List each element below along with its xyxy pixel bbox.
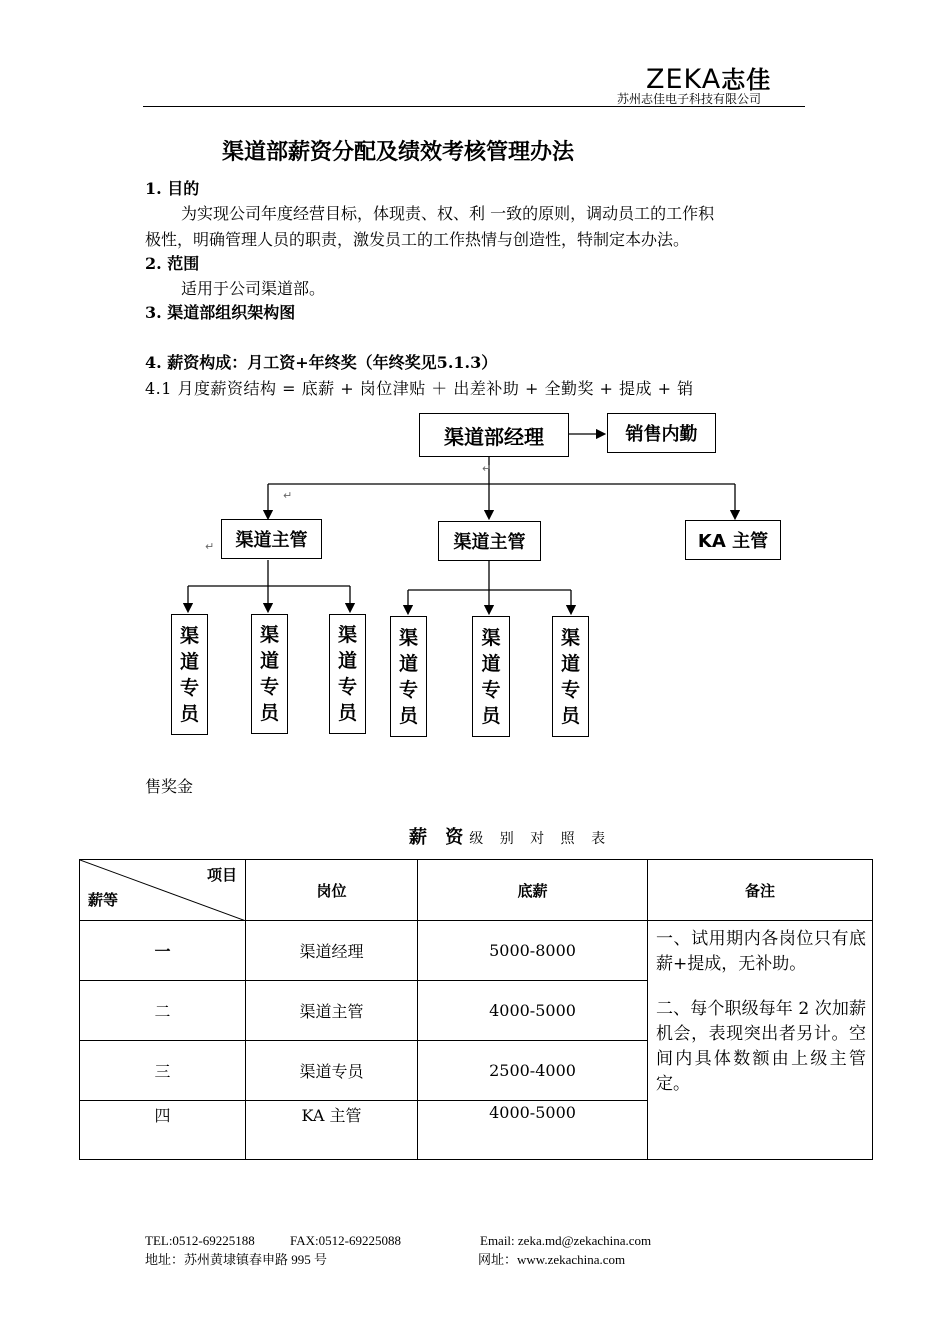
base-salary-cell: 2500-4000 — [418, 1041, 648, 1101]
section-1-line-2: 极性，明确管理人员的职责，激发员工的工作热情与创造性，特制定本办法。 — [145, 230, 690, 249]
org-label-supervisor-1: 渠道主管 — [235, 530, 308, 551]
specialist-char: 员 — [179, 702, 199, 725]
specialist-char: 渠 — [259, 624, 279, 646]
specialist-char: 道 — [259, 650, 279, 672]
level-cell: 四 — [80, 1101, 246, 1160]
table-header-base-salary: 底薪 — [418, 860, 648, 921]
paragraph-mark: ↵ — [283, 489, 293, 502]
section-4-heading: 4. 薪资构成：月工资+年终奖（年终奖见5.1.3） — [145, 353, 498, 372]
salary-table — [79, 859, 873, 1160]
specialist-char: 道 — [337, 650, 357, 672]
salary-table-title — [409, 823, 611, 849]
level-cell: 二 — [80, 981, 246, 1041]
position-cell: 渠道经理 — [246, 921, 418, 981]
specialist-char: 员 — [560, 704, 580, 727]
specialist-char: 渠 — [481, 626, 501, 649]
specialist-char: 道 — [398, 652, 418, 675]
footer-fax: FAX:0512-69225088 — [290, 1233, 401, 1248]
specialist-char: 专 — [337, 676, 357, 698]
table-header-position: 岗位 — [246, 860, 418, 921]
position-cell: KA 主管 — [246, 1101, 418, 1160]
level-cell: 三 — [80, 1041, 246, 1101]
org-box-supervisor-1 — [221, 519, 322, 559]
org-box-specialist — [552, 616, 589, 737]
salary-table-title-sub: 级 别 对 照 表 — [469, 831, 612, 847]
specialist-char: 渠 — [560, 626, 580, 649]
salary-table-title-main: 薪 资 — [409, 827, 470, 848]
paragraph-mark: ↵ — [205, 540, 215, 553]
specialist-char: 道 — [481, 652, 501, 675]
org-box-channel-manager — [419, 413, 569, 457]
org-box-specialist — [171, 614, 208, 735]
footer-email: Email: zeka.md@zekachina.com — [480, 1233, 652, 1248]
org-label-ka-supervisor: KA 主管 — [697, 531, 769, 552]
specialist-char: 道 — [560, 652, 580, 675]
paragraph-mark: ↵ — [482, 462, 492, 475]
footer-tel: TEL:0512-69225188 — [145, 1233, 255, 1248]
org-label-sales-support: 销售内勤 — [625, 424, 698, 445]
logo-latin: ZEKA — [646, 64, 722, 95]
corner-label-grade: 薪等 — [88, 891, 119, 909]
section-4-1-continuation: 售奖金 — [145, 777, 194, 796]
org-label-manager: 渠道部经理 — [444, 424, 544, 449]
note-cell — [648, 921, 873, 1160]
specialist-char: 渠 — [337, 624, 357, 646]
org-box-specialist — [390, 616, 427, 737]
company-name: 苏州志佳电子科技有限公司 — [617, 92, 762, 106]
org-box-sales-support — [607, 413, 716, 453]
org-label-supervisor-2: 渠道主管 — [453, 532, 526, 553]
specialist-char: 专 — [398, 678, 418, 701]
specialist-char: 员 — [398, 704, 418, 727]
specialist-char: 员 — [481, 704, 501, 727]
section-1-heading: 1. 目的 — [145, 179, 200, 198]
table-row — [80, 921, 873, 981]
specialist-char: 专 — [179, 676, 199, 699]
position-cell: 渠道主管 — [246, 981, 418, 1041]
table-header-row — [80, 860, 873, 921]
note-1: 一、试用期内各岗位只有底薪+提成，无补助。 — [656, 929, 866, 974]
specialist-char: 员 — [259, 702, 279, 724]
specialist-char: 专 — [481, 678, 501, 701]
specialist-char: 专 — [560, 678, 580, 701]
org-box-specialist — [329, 614, 366, 734]
section-2-heading: 2. 范围 — [145, 254, 200, 273]
base-salary-cell: 4000-5000 — [418, 1101, 648, 1160]
level-cell: 一 — [80, 921, 246, 981]
org-box-supervisor-2 — [438, 521, 541, 561]
specialist-char: 渠 — [179, 624, 199, 647]
specialist-char: 渠 — [398, 626, 418, 649]
note-2: 二、每个职级每年 2 次加薪机会，表现突出者另计。空间内具体数额由上级主管定。 — [656, 999, 866, 1094]
table-header-note: 备注 — [648, 860, 873, 921]
position-cell: 渠道专员 — [246, 1041, 418, 1101]
org-box-specialist — [251, 614, 288, 734]
org-box-specialist — [472, 616, 510, 737]
corner-label-item: 项目 — [206, 866, 237, 884]
org-box-ka-supervisor — [685, 520, 781, 560]
section-1-line-1: 为实现公司年度经营目标，体现责、权、利 一致的原则，调动员工的工作积 — [181, 204, 715, 223]
section-3-heading: 3. 渠道部组织架构图 — [145, 303, 296, 322]
specialist-char: 员 — [337, 702, 357, 724]
section-2-text: 适用于公司渠道部。 — [181, 279, 326, 298]
table-corner-cell — [80, 860, 246, 921]
document-title: 渠道部薪资分配及绩效考核管理办法 — [222, 139, 575, 165]
base-salary-cell: 4000-5000 — [418, 981, 648, 1041]
section-4-1-text: 4.1 月度薪资结构 = 底薪 + 岗位津贴 ＋ 出差补助 + 全勤奖 + 提成 + 销 — [145, 379, 694, 398]
logo-chinese: 志佳 — [721, 65, 772, 94]
specialist-char: 专 — [259, 676, 279, 698]
specialist-char: 道 — [179, 650, 199, 673]
footer-website: 网址：www.zekachina.com — [478, 1252, 626, 1267]
base-salary-cell: 5000-8000 — [418, 921, 648, 981]
footer-address: 地址：苏州黄埭镇春申路 995 号 — [145, 1252, 328, 1267]
